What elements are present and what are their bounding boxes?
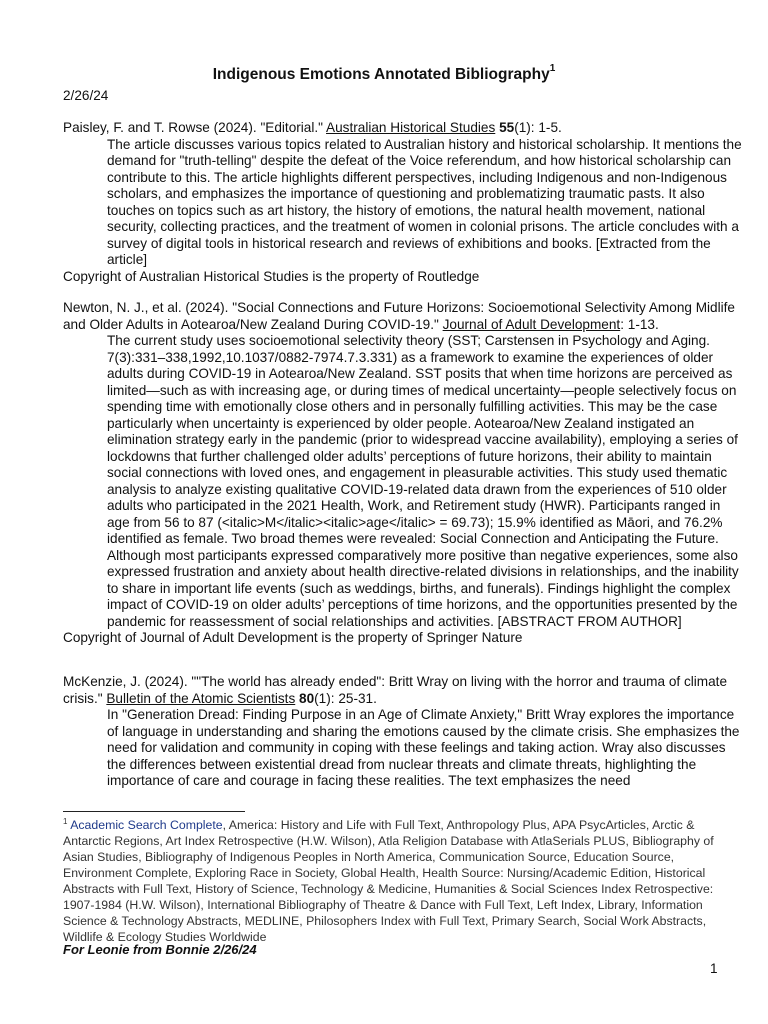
dedication-line: For Leonie from Bonnie 2/26/24	[63, 942, 257, 957]
footnote	[63, 817, 733, 945]
citation-authors-title: Paisley, F. and T. Rowse (2024). "Editorial."	[63, 120, 327, 135]
page-number: 1	[710, 961, 718, 976]
document-date: 2/26/24	[63, 88, 109, 103]
entry-abstract: The article discusses various topics related to Australian history and historical scholarship. It mentions the demand for "truth-telling" despite the defeat of the Voice referendum, and how historical scholarship can contribute to this. The article highlights different perspectives, including Indigenous and non-Indigenous scholars, and emphasizes the importance of questioning and problematizing traumatic pasts. It also touches on topics such as art history, the history of emotions, the natural health movement, national security, collecting practices, and the treatment of women in colonial prisons. The article concludes with a survey of digital tools in historical research and reviews of exhibitions and books. [Extracted from the article]	[107, 136, 742, 267]
entry-copyright: Copyright of Australian Historical Studies is the property of Routledge	[63, 268, 480, 284]
journal-name: Bulletin of the Atomic Scientists	[106, 690, 296, 706]
citation-pages: (1): 1-5.	[514, 120, 562, 135]
entry-citation	[63, 120, 743, 137]
journal-name: Journal of Adult Development	[442, 316, 621, 332]
bibliography-entry	[63, 300, 743, 647]
bibliography-entry	[63, 120, 743, 285]
footnote-mark: 1	[63, 816, 68, 826]
entry-abstract: The current study uses socioemotional selectivity theory (SST; Carstensen in Psychology and Aging. 7(3):331–338,1992,10.1037/0882-7974.7.3.331) as a framework to examine the experiences of older adults during COVID-19 in Aotearoa/New Zealand. SST posits that when time horizons are perceived as limited—such as with increasing age, or during times of medical uncertainty—people selectively focus on spending time with emotionally close others and in personally fulfilling activities. This may be the case particularly when uncertainty is experienced by older people. Aotearoa/New Zealand instigated an elimination strategy early in the pandemic (prior to widespread vaccine availability), employing a series of lockdowns that further challenged older adults’ perceptions of future horizons, their ability to maintain social connections with loved ones, and engagement in pleasurable activities. This study used thematic analysis to analyze existing qualitative COVID-19-related data drawn from the experiences of 510 older adults who participated in the 2021 Health, Work, and Retirement study (HWR). Participants ranged in age from 56 to 87 (<italic>M</italic><italic>age</italic> = 69.73); 15.9% identified as Māori, and 76.2% identified as female. Two broad themes were revealed: Social Connection and Anticipating the Future. Although most participants expressed comparatively more positive than negative experiences, some also expressed frustration and anxiety about health directive-related divisions in relationships, and the inability to share in important life events (such as weddings, births, and funerals). Findings highlight the complex impact of COVID-19 on older adults’ perceptions of time horizons, and the opportunities presented by the pandemic for reassessment of social relationships and activities. [ABSTRACT FROM AUTHOR]	[107, 333, 739, 629]
journal-name: Australian Historical Studies	[326, 120, 496, 135]
citation-authors-title: Newton, N. J., et al. (2024). "Social Connections and Future Horizons: Socioemotional Selectivity Among Midlife and Older Adults in Aotearoa/New Zealand During COVID-19."	[63, 300, 735, 332]
footnote-divider	[63, 811, 245, 812]
document-title	[0, 62, 768, 85]
entry-citation	[63, 674, 743, 707]
citation-authors-title: McKenzie, J. (2024). ""The world has already ended": Britt Wray on living with the horror and trauma of climate crisis."	[63, 674, 728, 706]
citation-pages: : 1-13.	[620, 316, 659, 332]
footnote-text: , America: History and Life with Full Text, Anthropology Plus, APA PsycArticles, Arctic & Antarctic Regions, Art Index Retrospective (H.W. Wilson), Atla Religion Database with AtlaSerials PLUS, Bibliography of Asian Studies, Bibliography of Indigenous Peoples in North America, Communication Source, Education Source, Environment Complete, Exploring Race in Society, Global Health, Health Source: Nursing/Academic Edition, Historical Abstracts with Full Text, History of Science, Technology & Medicine, Humanities & Social Sciences Index Retrospective: 1907-1984 (H.W. Wilson), International Bibliography of Theatre & Dance with Full Text, Left Index, Library, Information Science & Technology Abstracts, MEDLINE, Philosophers Index with Full Text, Primary Search, Social Work Abstracts, Wildlife & Ecology Studies Worldwide	[63, 818, 714, 944]
document-title-text: Indigenous Emotions Annotated Bibliography	[212, 66, 550, 83]
entry-copyright: Copyright of Journal of Adult Development is the property of Springer Nature	[63, 630, 523, 645]
entry-abstract: In "Generation Dread: Finding Purpose in an Age of Climate Anxiety," Britt Wray explores the importance of language in understanding and sharing the emotions caused by the climate crisis. She emphasizes the need for validation and community in coping with these feelings and taking action. Wray also discusses the differences between existential dread from nuclear threats and climate threats, highlighting the importance of care and courage in facing these realities. The text emphasizes the need	[107, 707, 740, 788]
journal-volume: 80	[299, 690, 315, 706]
journal-volume: 55	[499, 120, 515, 135]
entry-citation	[63, 300, 743, 333]
bibliography-entry	[63, 674, 743, 790]
citation-pages: (1): 25-31.	[314, 690, 377, 706]
database-link[interactable]: Academic Search Complete	[70, 818, 223, 832]
title-footnote-mark: 1	[549, 62, 556, 74]
